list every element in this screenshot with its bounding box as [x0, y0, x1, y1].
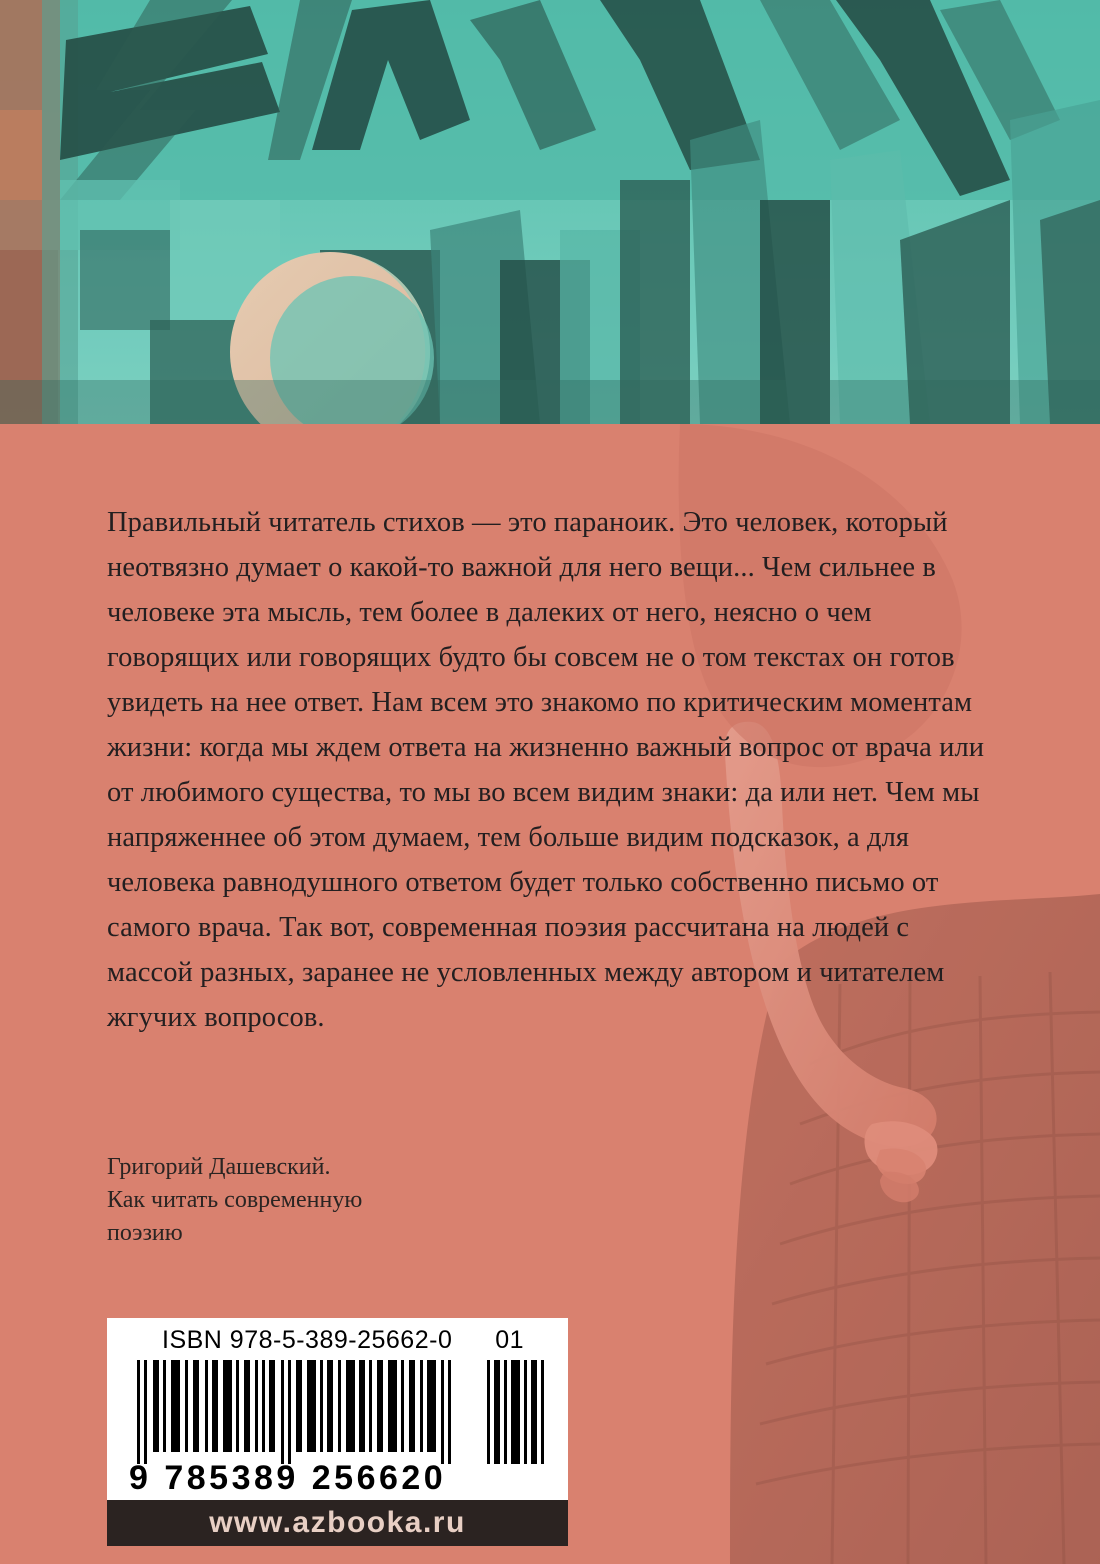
barcode-digits: 9 785389 256620 — [129, 1459, 447, 1497]
attribution-title-line2: поэзию — [107, 1220, 183, 1246]
blurb-text — [107, 500, 987, 1040]
barcode-block — [107, 1318, 568, 1500]
publisher-site-bar — [107, 1500, 568, 1546]
cover-artwork — [0, 0, 1100, 424]
abstract-painting-graphic — [0, 0, 1100, 424]
barcode-bars-addon — [485, 1360, 547, 1464]
isbn-label: ISBN 978-5-389-25662-0 — [162, 1326, 453, 1354]
barcode-bars-main — [133, 1360, 463, 1464]
ean2-addon-bars — [485, 1360, 547, 1464]
back-cover-panel — [0, 424, 1100, 1564]
publisher-site-text: www.azbooka.ru — [209, 1506, 466, 1539]
attribution-block — [107, 1151, 667, 1250]
attribution-title-line1: Как читать современную — [107, 1187, 363, 1213]
barcode-inner — [107, 1318, 568, 1500]
blurb-paragraph: Правильный читатель стихов — это параноик. Это человек, который неотвязно думает о какой-то важной для него вещи... Чем сильнее в человеке эта мысль, тем более в далеких от него, неясно о чем говорящих или говорящих будто бы совсем не о том текстах он готов увидеть на нее ответ. Нам всем это знакомо по критическим моментам жизни: когда мы ждем ответа на жизненно важный вопрос от врача или от любимого существа, то мы во всем видим знаки: да или нет. Чем мы напряженнее об этом думаем, тем больше видим подсказок, а для человека равнодушного ответом будет только собственно письмо от самого врача. Так вот, современная поэзия рассчитана на людей с массой разных, заранее не условленных между автором и читателем жгучих вопросов. — [107, 507, 985, 1033]
attribution-author: Григорий Дашевский. — [107, 1154, 331, 1180]
ean13-bars — [133, 1360, 463, 1464]
barcode-addon-label: 01 — [495, 1326, 524, 1354]
